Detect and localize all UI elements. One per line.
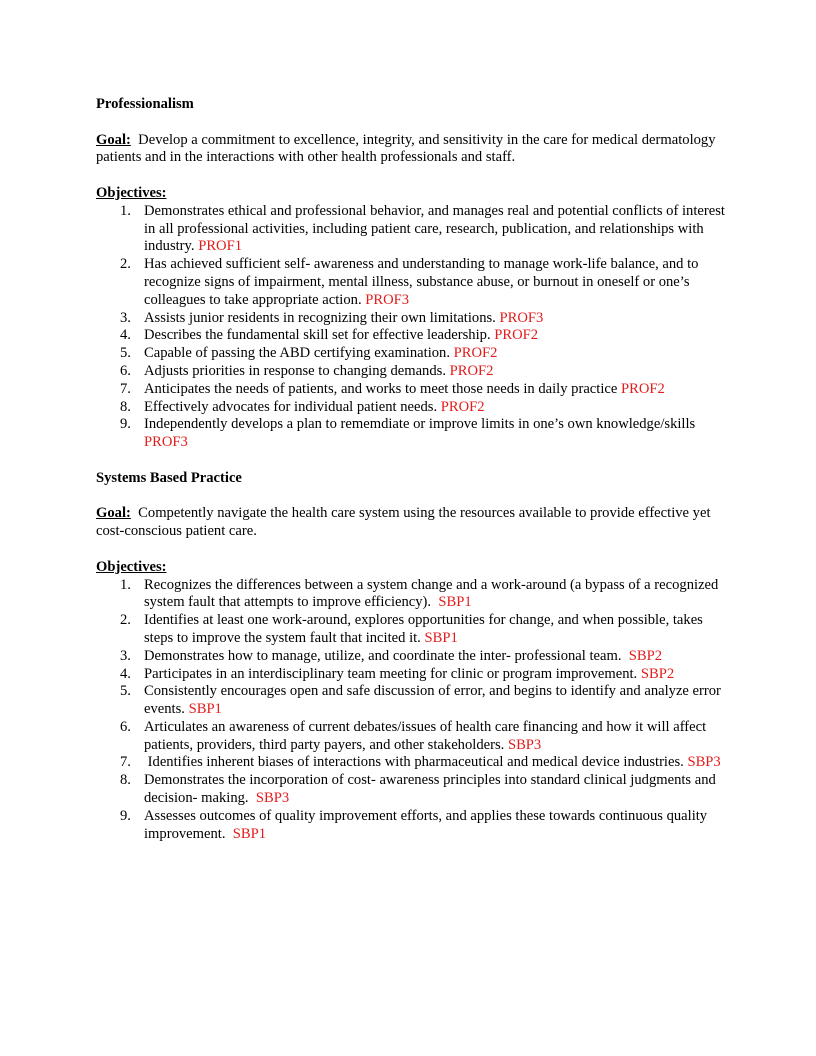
list-item (96, 772, 726, 808)
section-systems-based-practice (96, 470, 726, 844)
competency-code: PROF2 (494, 327, 539, 344)
item-number: 4. (120, 665, 131, 682)
list-item (96, 808, 726, 844)
item-number: 9. (120, 807, 131, 824)
list-item (96, 648, 726, 666)
list-item (96, 310, 726, 328)
competency-code: PROF3 (499, 309, 544, 326)
item-text: Has achieved sufficient self- awareness and understanding to manage work-life balance, and to recognize signs of impairment, mental illness, substance abuse, or burnout in oneself or one’s colleagues to take appropriate action. (144, 256, 699, 308)
competency-code: SBP2 (628, 647, 663, 664)
item-text: Capable of passing the ABD certifying examination. (144, 345, 450, 362)
item-number: 4. (120, 327, 131, 344)
item-text: Demonstrates the incorporation of cost- awareness principles into standard clinical judgments and decision- making. (144, 772, 716, 807)
item-number: 3. (120, 647, 131, 664)
item-text: Assists junior residents in recognizing their own limitations. (144, 309, 496, 326)
list-item (96, 327, 726, 345)
section-heading: Professionalism (96, 96, 194, 112)
item-text: Effectively advocates for individual patient needs. (144, 398, 438, 415)
list-item (96, 666, 726, 684)
competency-code: SBP2 (640, 665, 675, 682)
item-text: Identifies at least one work-around, explores opportunities for change, and when possible, takes steps to improve the system fault that incited it. (144, 612, 703, 646)
list-item (96, 577, 726, 613)
item-text: Identifies inherent biases of interactions with pharmaceutical and medical device industries. (147, 754, 684, 771)
goal-paragraph (96, 505, 726, 541)
objectives-label: Objectives: (96, 558, 167, 575)
competency-code: SBP3 (687, 754, 721, 771)
goal-text: Develop a commitment to excellence, integrity, and sensitivity in the care for medical dermatology patients and in the interactions with other health professionals and staff. (96, 131, 716, 166)
objectives-list (96, 203, 726, 452)
item-text: Consistently encourages open and safe discussion of error, and begins to identify and analyze error events. (144, 683, 721, 718)
section-professionalism (96, 96, 726, 452)
item-text: Demonstrates ethical and professional behavior, and manages real and potential conflicts of interest in all professional activities, including patient care, research, publication, and relationships with industry. (144, 202, 725, 255)
competency-code: SBP1 (232, 825, 267, 842)
list-item (96, 399, 726, 417)
item-number: 9. (120, 416, 131, 433)
objectives-label: Objectives: (96, 184, 167, 201)
list-item (96, 345, 726, 363)
competency-code: SBP1 (188, 701, 222, 718)
item-number: 3. (120, 309, 131, 326)
item-number: 2. (120, 256, 131, 273)
item-text: Anticipates the needs of patients, and works to meet those needs in daily practice (144, 380, 618, 397)
competency-code: PROF2 (621, 380, 665, 397)
item-text: Assesses outcomes of quality improvement efforts, and applies these towards continuous quality improvement. (144, 807, 708, 842)
list-item (96, 363, 726, 381)
competency-code: PROF2 (449, 362, 494, 379)
goal-label: Goal: (96, 505, 131, 522)
item-number: 7. (120, 380, 131, 397)
list-item (96, 256, 726, 309)
competency-code: SBP3 (507, 736, 542, 753)
item-number: 5. (120, 345, 131, 362)
item-text: Participates in an interdisciplinary team meeting for clinic or program improvement. (144, 665, 638, 682)
item-text: Describes the fundamental skill set for effective leadership. (144, 327, 491, 344)
goal-text: Competently navigate the health care system using the resources available to provide effective yet cost-conscious patient care. (96, 505, 711, 540)
list-item (96, 719, 726, 755)
document-page (96, 96, 726, 843)
item-text: Demonstrates how to manage, utilize, and coordinate the inter- professional team. (144, 647, 622, 664)
list-item (96, 203, 726, 256)
item-number: 7. (120, 754, 131, 771)
item-text: Adjusts priorities in response to changing demands. (144, 362, 446, 379)
competency-code: SBP3 (255, 790, 290, 807)
list-item (96, 683, 726, 719)
item-number: 8. (120, 772, 131, 789)
competency-code: SBP1 (424, 629, 458, 646)
competency-code: SBP1 (438, 594, 472, 611)
goal-paragraph (96, 132, 726, 168)
item-number: 6. (120, 362, 131, 379)
goal-label: Goal: (96, 131, 131, 148)
item-text: Articulates an awareness of current debates/issues of health care financing and how it will affect patients, providers, third party payers, and other stakeholders. (144, 718, 707, 753)
objectives-list (96, 577, 726, 844)
item-number: 1. (120, 576, 131, 593)
item-number: 8. (120, 398, 131, 415)
item-number: 5. (120, 683, 131, 700)
item-number: 6. (120, 718, 131, 735)
competency-code: PROF1 (198, 238, 243, 255)
list-item (96, 612, 726, 648)
list-item (96, 381, 726, 399)
competency-code: PROF3 (365, 291, 410, 308)
section-heading: Systems Based Practice (96, 469, 242, 486)
competency-code: PROF3 (144, 434, 188, 451)
item-text: Recognizes the differences between a system change and a work-around (a bypass of a recognized system fault that attempts to improve efficiency). (144, 576, 719, 611)
item-number: 2. (120, 612, 131, 629)
item-number: 1. (120, 202, 131, 219)
competency-code: PROF2 (453, 345, 498, 362)
item-text: Independently develops a plan to rememdiate or improve limits in one’s own knowledge/skills (144, 416, 696, 433)
list-item (96, 416, 726, 452)
list-item (96, 754, 726, 772)
competency-code: PROF2 (440, 398, 485, 415)
